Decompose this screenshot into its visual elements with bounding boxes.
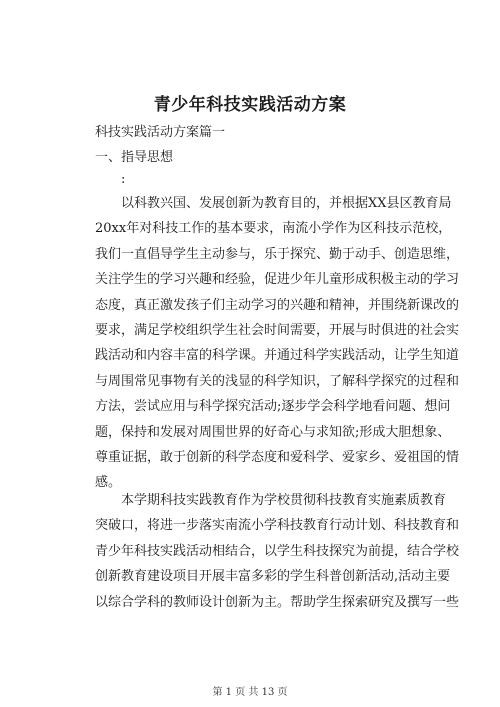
paragraph-line: 突破口，将进一步落实南流小学科技教育行动计划、科技教育和 <box>95 518 460 534</box>
paragraph-line: 要求，满足学校组织学生社会时间需要，开展与时俱进的社会实 <box>95 322 460 338</box>
paragraph-line: 我们一直倡导学生主动参与，乐于探究、勤于动手、创造思维， <box>95 246 460 262</box>
paragraph-line: 本学期科技实践教育作为学校贯彻科技教育实施素质教育 <box>121 493 447 508</box>
paragraph-line: 尊重证据，敢于创新的科学态度和爱科学、爱家乡、爱祖国的情 <box>95 449 460 465</box>
paragraph-line: 践活动和内容丰富的科学课。并通过科学实践活动，让学生知道 <box>95 348 460 364</box>
section-heading: 一、指导思想 <box>95 150 174 165</box>
paragraph-line: 方法，尝试应用与科学探究活动;逐步学会科学地看问题、想问 <box>95 399 451 415</box>
paragraph-line: 以综合学科的教师设计创新为主。帮助学生探索研究及撰写一些 <box>95 594 460 610</box>
page-footer: 第 1 页 共 13 页 <box>212 687 288 698</box>
document-title: 青少年科技实践活动方案 <box>153 95 347 115</box>
paragraph-line: 20xx年对科技工作的基本要求，南流小学作为区科技示范校， <box>95 221 452 237</box>
paragraph-2 <box>95 488 460 615</box>
paragraph-line: 态度，真正激发孩子们主动学习的兴趣和精神，并围绕新课改的 <box>95 297 460 313</box>
paragraph-line: 关注学生的学习兴趣和经验，促进少年儿童形成积极主动的学习 <box>95 272 460 288</box>
paragraph-line: 创新教育建设项目开展丰富多彩的学生科普创新活动,活动主要 <box>95 569 451 585</box>
paragraph-line: 题，保持和发展对周围世界的好奇心与求知欲;形成大胆想象、 <box>95 424 451 440</box>
paragraph-1 <box>95 191 460 496</box>
paragraph-line: 感。 <box>95 475 122 491</box>
document-subtitle: 科技实践活动方案篇一 <box>95 125 226 140</box>
paragraph-line: 与周围常见事物有关的浅显的科学知识，了解科学探究的过程和 <box>95 373 460 389</box>
paragraph-line: 以科教兴国、发展创新为教育目的，并根据XX县区教育局 <box>121 196 452 211</box>
paragraph-line: 青少年科技实践活动相结合，以学生科技探究为前提，结合学校 <box>95 543 460 559</box>
section-colon: : <box>121 172 126 187</box>
